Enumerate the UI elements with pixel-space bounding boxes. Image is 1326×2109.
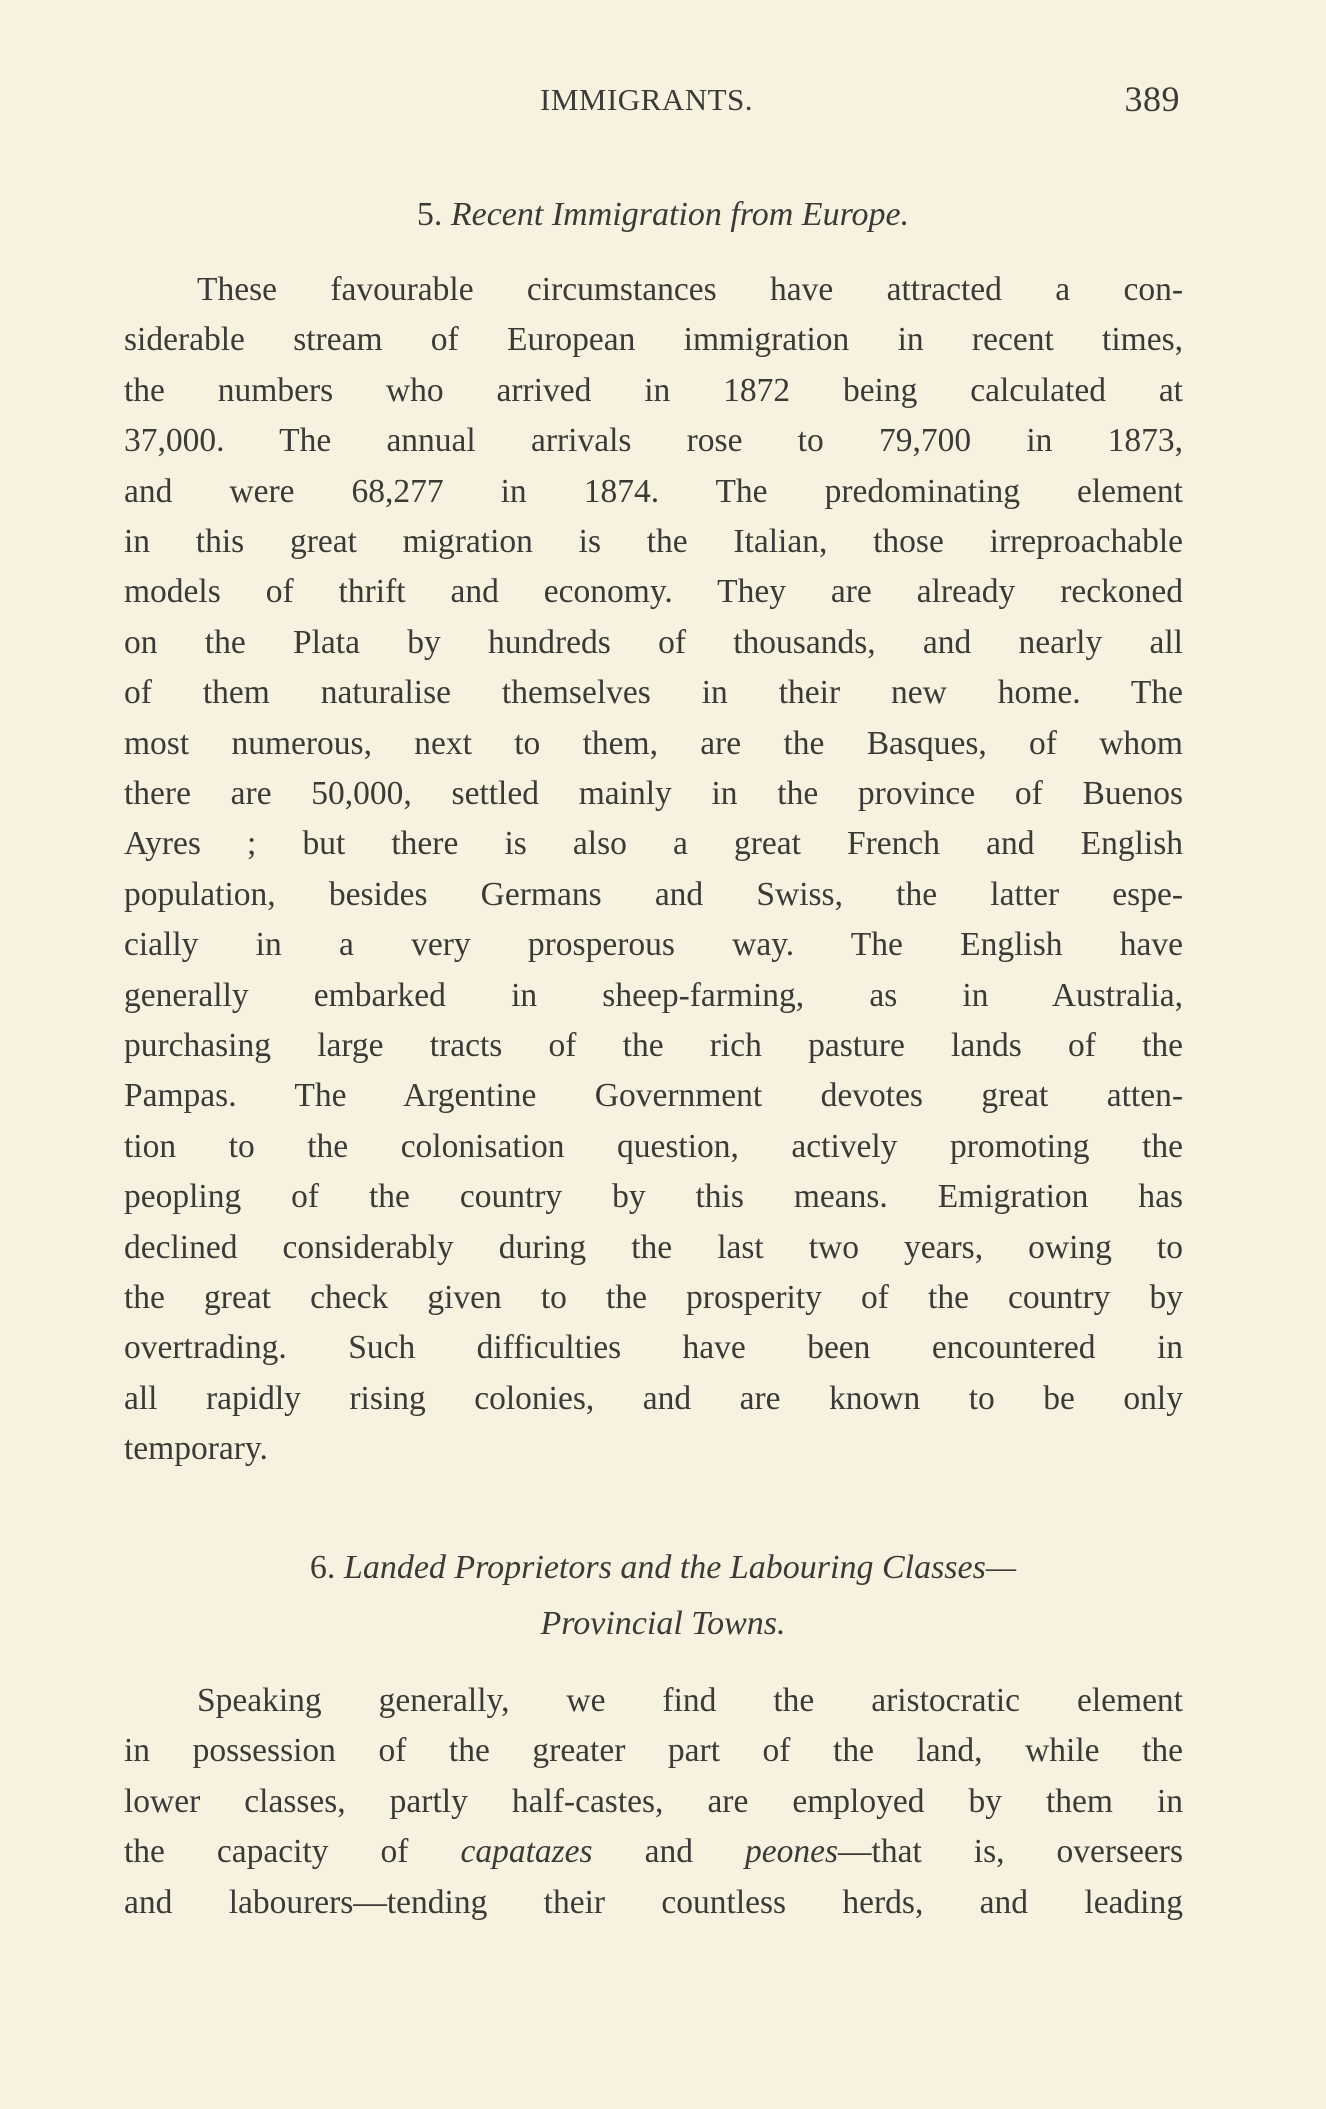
text-segment: —that is, overseers (838, 1833, 1183, 1871)
text-segment: on the Plata by hundreds of thousands, and nearly all (124, 623, 1183, 661)
text-line (124, 567, 1183, 617)
text-segment: Ayres ; but there is also a great French and English (124, 825, 1183, 863)
text-line (124, 1122, 1183, 1172)
section-heading (0, 1549, 1326, 1587)
text-segment: the numbers who arrived in 1872 being calculated at (124, 371, 1183, 409)
section-title: Provincial Towns. (540, 1605, 786, 1642)
text-segment: the great check given to the prosperity of the country by (124, 1279, 1183, 1316)
text-line (124, 467, 1183, 517)
text-line (124, 971, 1183, 1021)
text-segment: Pampas. The Argentine Government devotes great atten- (124, 1077, 1183, 1115)
text-line (124, 517, 1183, 567)
text-segment: generally embarked in sheep-farming, as in Australia, (124, 976, 1183, 1014)
text-segment: in this great migration is the Italian, those irreproachable (124, 523, 1183, 560)
running-head: IMMIGRANTS. (540, 82, 754, 117)
text-segment: all rapidly rising colonies, and are known to be only (124, 1379, 1183, 1417)
section-number: 5. (416, 196, 443, 233)
text-line (124, 1273, 1183, 1323)
text-line (124, 366, 1183, 416)
section-title: Landed Proprietors and the Labouring Classes— (343, 1549, 1017, 1586)
text-segment: models of thrift and economy. They are already reckoned (124, 573, 1183, 611)
text-segment: the capacity of (124, 1833, 461, 1871)
text-line (124, 1374, 1183, 1424)
text-segment: and were 68,277 in 1874. The predominating element (124, 472, 1183, 510)
text-line (124, 668, 1183, 718)
text-line (124, 1223, 1183, 1273)
text-segment: temporary. (124, 1430, 268, 1468)
text-line (124, 265, 1183, 315)
text-line (124, 315, 1183, 365)
section-title: Recent Immigration from Europe. (450, 196, 910, 233)
text-segment: cially in a very prosperous way. The English have (124, 926, 1183, 964)
text-segment: declined considerably during the last two years, owing to (124, 1228, 1183, 1266)
text-line (124, 1021, 1183, 1071)
text-segment: These favourable circumstances have attracted a con- (197, 271, 1183, 308)
text-segment: siderable stream of European immigration in recent times, (124, 321, 1183, 359)
text-segment: tion to the colonisation question, actively promoting the (124, 1127, 1183, 1165)
text-line (124, 1878, 1183, 1928)
text-segment: most numerous, next to them, are the Basques, of whom (124, 724, 1183, 762)
text-line (124, 1827, 1183, 1877)
text-segment: peopling of the country by this means. Emigration has (124, 1178, 1183, 1216)
text-line (124, 719, 1183, 769)
text-segment: of them naturalise themselves in their new home. The (124, 674, 1183, 712)
italic-term: capatazes (460, 1833, 593, 1871)
text-segment: and (592, 1833, 745, 1871)
text-segment: Speaking generally, we find the aristocratic element (197, 1682, 1183, 1719)
text-line (124, 769, 1183, 819)
page-number: 389 (1124, 79, 1180, 119)
text-line (124, 416, 1183, 466)
text-segment: 37,000. The annual arrivals rose to 79,700 in 1873, (124, 422, 1183, 460)
text-line (124, 618, 1183, 668)
text-segment: and labourers—tending their countless herds, and leading (124, 1883, 1183, 1921)
text-line (124, 920, 1183, 970)
text-segment: there are 50,000, settled mainly in the province of Buenos (124, 775, 1183, 812)
italic-term: peones (745, 1833, 839, 1871)
section-number: 6. (309, 1549, 336, 1586)
text-line (124, 1726, 1183, 1776)
text-line (124, 1172, 1183, 1222)
text-line (124, 1676, 1183, 1726)
text-segment: lower classes, partly half-castes, are employed by them in (124, 1782, 1183, 1820)
section-heading (0, 1605, 1326, 1643)
text-line (124, 1323, 1183, 1373)
text-line (124, 1071, 1183, 1121)
text-segment: population, besides Germans and Swiss, the latter espe- (124, 875, 1183, 913)
text-segment: overtrading. Such difficulties have been encountered in (124, 1329, 1183, 1367)
section-heading (0, 196, 1326, 234)
text-line (124, 870, 1183, 920)
text-segment: purchasing large tracts of the rich pasture lands of the (124, 1027, 1183, 1064)
text-segment: in possession of the greater part of the land, while the (124, 1732, 1183, 1770)
text-line (124, 819, 1183, 869)
text-line (124, 1777, 1183, 1827)
text-line (124, 1424, 1183, 1474)
